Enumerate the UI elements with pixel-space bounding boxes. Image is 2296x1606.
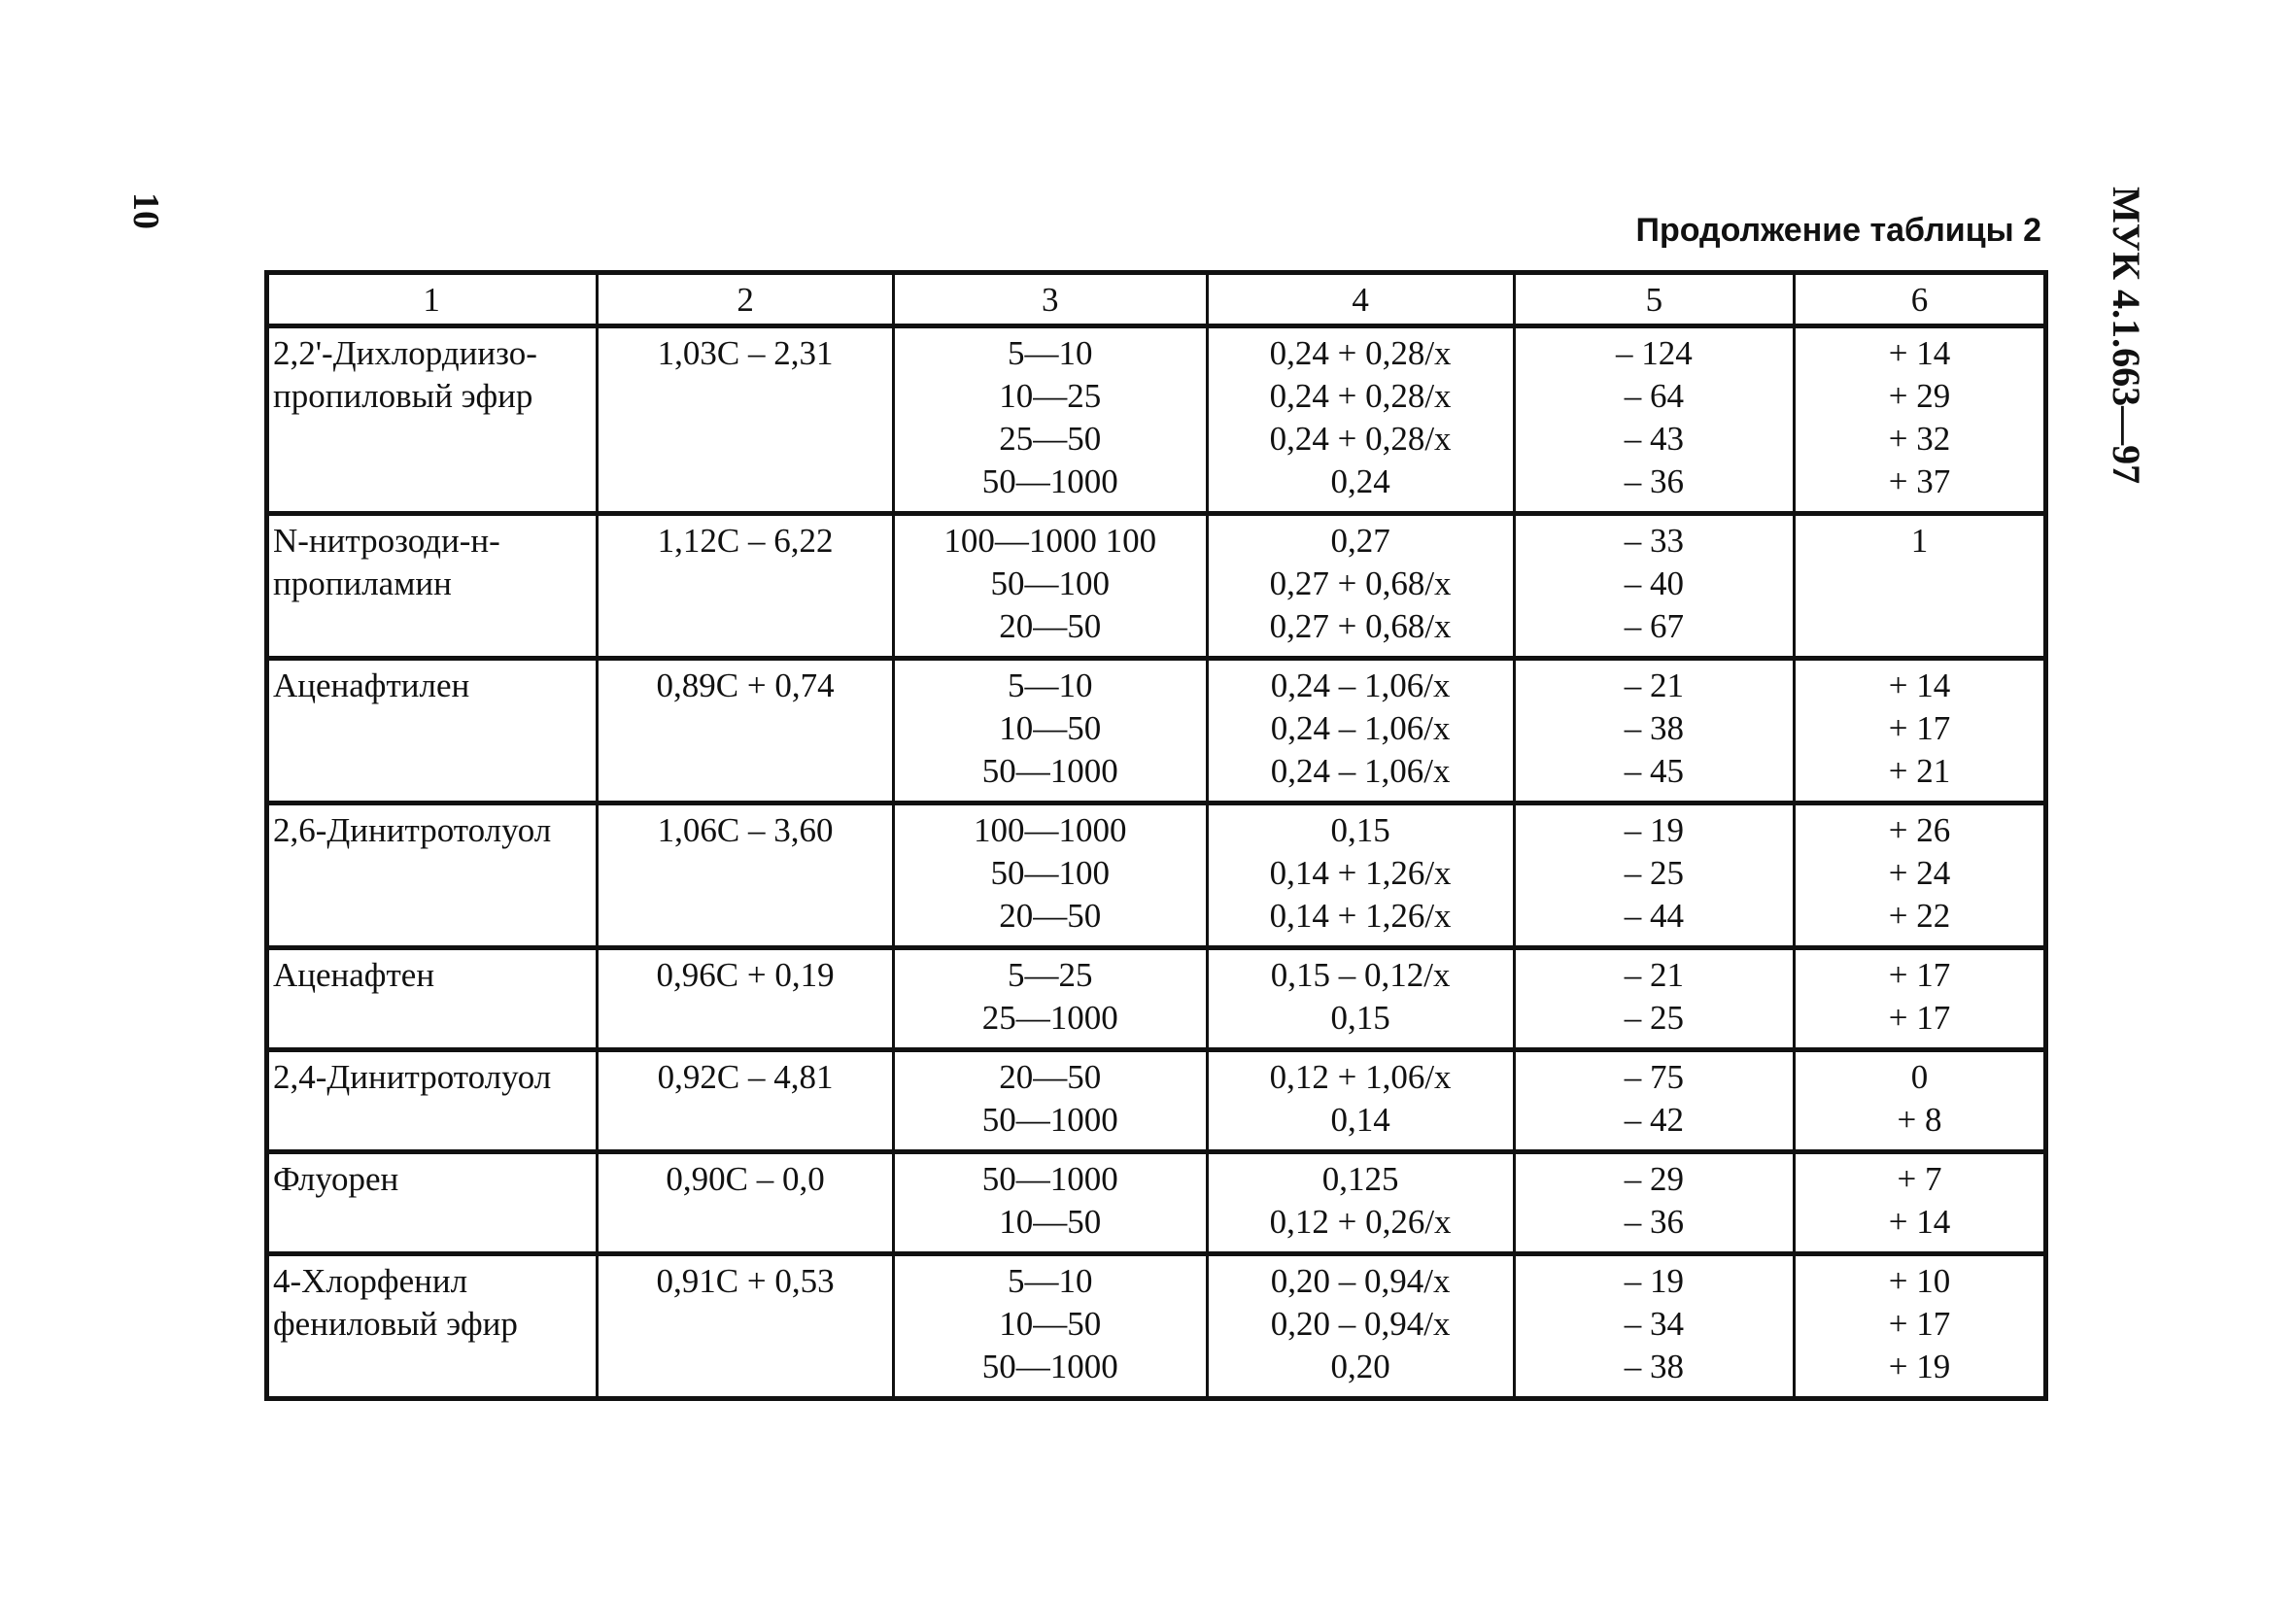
cell-line: – 38: [1624, 709, 1684, 747]
range-cell: [894, 514, 1208, 659]
range-cell: [894, 1050, 1208, 1152]
compound-name-cell: [267, 803, 598, 948]
cell-line: – 34: [1624, 1305, 1684, 1343]
upper-bound-cell: [1795, 1254, 2046, 1399]
cell-line: – 44: [1624, 897, 1684, 935]
deviation-cell: [1207, 326, 1514, 514]
cell-line: + 17: [1888, 709, 1951, 747]
cell-line: 0,91С + 0,53: [656, 1262, 835, 1300]
cell-line: фениловый эфир: [273, 1305, 518, 1343]
cell-line: 50—100: [990, 564, 1111, 602]
cell-line: 50—100: [990, 854, 1111, 892]
column-header-3: 3: [894, 273, 1208, 326]
compound-name-cell: [267, 1152, 598, 1254]
cell-line: 0,15: [1330, 811, 1390, 849]
cell-line: – 33: [1624, 522, 1684, 560]
cell-line: 10—50: [999, 709, 1102, 747]
cell-line: – 19: [1624, 1262, 1684, 1300]
column-header-6: 6: [1795, 273, 2046, 326]
deviation-cell: [1207, 1254, 1514, 1399]
equation-cell: [598, 326, 894, 514]
table-row: [267, 326, 2046, 514]
cell-line: – 67: [1624, 607, 1684, 645]
cell-line: – 45: [1624, 752, 1684, 790]
cell-line: 25—1000: [981, 999, 1118, 1037]
cell-line: + 10: [1888, 1262, 1951, 1300]
column-header-2: 2: [598, 273, 894, 326]
cell-line: 0,20 – 0,94/х: [1270, 1305, 1451, 1343]
cell-line: + 37: [1888, 462, 1951, 500]
lower-bound-cell: [1514, 1254, 1794, 1399]
cell-line: 4-Хлорфенил: [273, 1262, 468, 1300]
upper-bound-cell: [1795, 514, 2046, 659]
cell-line: 2,4-Динитротолуол: [273, 1058, 552, 1096]
cell-line: + 17: [1888, 999, 1951, 1037]
cell-line: 10—25: [999, 377, 1102, 415]
cell-line: 50—1000: [981, 1160, 1118, 1198]
cell-line: 20—50: [999, 897, 1102, 935]
cell-line: 0,27 + 0,68/х: [1269, 607, 1452, 645]
cell-line: + 26: [1888, 811, 1951, 849]
cell-line: 2,6-Динитротолуол: [273, 811, 552, 849]
cell-line: + 7: [1897, 1160, 1942, 1198]
cell-line: – 25: [1624, 854, 1684, 892]
lower-bound-cell: [1514, 1152, 1794, 1254]
cell-line: – 29: [1624, 1160, 1684, 1198]
upper-bound-cell: [1795, 659, 2046, 803]
cell-line: 5—10: [1008, 1262, 1093, 1300]
data-table: [264, 270, 2048, 1401]
cell-line: 0,90С – 0,0: [666, 1160, 825, 1198]
cell-line: 0,24 – 1,06/х: [1270, 752, 1451, 790]
upper-bound-cell: [1795, 1050, 2046, 1152]
table-header: [267, 273, 2046, 326]
cell-line: + 14: [1888, 666, 1951, 704]
upper-bound-cell: [1795, 326, 2046, 514]
cell-line: Аценафтилен: [273, 666, 470, 704]
equation-cell: [598, 948, 894, 1050]
cell-line: – 21: [1624, 666, 1684, 704]
cell-line: – 42: [1624, 1101, 1684, 1139]
cell-line: пропиламин: [273, 564, 452, 602]
compound-name-cell: [267, 1254, 598, 1399]
compound-name-cell: [267, 514, 598, 659]
cell-line: + 32: [1888, 420, 1951, 458]
cell-line: 25—50: [999, 420, 1102, 458]
cell-line: + 19: [1888, 1348, 1951, 1385]
cell-line: + 14: [1888, 334, 1951, 372]
equation-cell: [598, 659, 894, 803]
cell-line: + 24: [1888, 854, 1951, 892]
equation-cell: [598, 1254, 894, 1399]
lower-bound-cell: [1514, 514, 1794, 659]
table-row: [267, 1050, 2046, 1152]
cell-line: + 17: [1888, 956, 1951, 994]
cell-line: 1: [1910, 522, 1929, 560]
cell-line: + 29: [1888, 377, 1951, 415]
table-body: [267, 326, 2046, 1399]
table-row: [267, 514, 2046, 659]
upper-bound-cell: [1795, 1152, 2046, 1254]
cell-line: 0,92С – 4,81: [657, 1058, 834, 1096]
cell-line: Флуорен: [273, 1160, 399, 1198]
equation-cell: [598, 514, 894, 659]
column-header-1: 1: [267, 273, 598, 326]
range-cell: [894, 659, 1208, 803]
cell-line: – 43: [1624, 420, 1684, 458]
lower-bound-cell: [1514, 326, 1794, 514]
cell-line: + 14: [1888, 1203, 1951, 1241]
cell-line: 0: [1910, 1058, 1929, 1096]
cell-line: 0,27: [1330, 522, 1390, 560]
cell-line: 1,06С – 3,60: [657, 811, 834, 849]
cell-line: – 25: [1624, 999, 1684, 1037]
cell-line: – 75: [1624, 1058, 1684, 1096]
cell-line: 0,15: [1330, 999, 1390, 1037]
table-row: [267, 803, 2046, 948]
lower-bound-cell: [1514, 659, 1794, 803]
cell-line: 10—50: [999, 1305, 1102, 1343]
cell-line: 50—1000: [981, 462, 1118, 500]
cell-line: 5—10: [1008, 334, 1093, 372]
cell-line: 0,96С + 0,19: [656, 956, 835, 994]
table-row: [267, 1152, 2046, 1254]
cell-line: 0,14 + 1,26/х: [1269, 854, 1452, 892]
cell-line: Аценафтен: [273, 956, 435, 994]
deviation-cell: [1207, 1152, 1514, 1254]
table-row: [267, 659, 2046, 803]
cell-line: – 21: [1624, 956, 1684, 994]
cell-line: 100—1000 100: [943, 522, 1157, 560]
cell-line: 10—50: [999, 1203, 1102, 1241]
equation-cell: [598, 803, 894, 948]
deviation-cell: [1207, 1050, 1514, 1152]
cell-line: – 38: [1624, 1348, 1684, 1385]
cell-line: 0,24 – 1,06/х: [1270, 666, 1451, 704]
deviation-cell: [1207, 514, 1514, 659]
cell-line: 0,24 – 1,06/х: [1270, 709, 1451, 747]
table-row: [267, 1254, 2046, 1399]
cell-line: пропиловый эфир: [273, 377, 533, 415]
cell-line: 5—10: [1008, 666, 1093, 704]
lower-bound-cell: [1514, 803, 1794, 948]
cell-line: – 124: [1615, 334, 1693, 372]
compound-name-cell: [267, 659, 598, 803]
cell-line: 0,15 – 0,12/х: [1270, 956, 1451, 994]
page-number: 10: [125, 192, 166, 229]
range-cell: [894, 326, 1208, 514]
upper-bound-cell: [1795, 948, 2046, 1050]
cell-line: 0,14 + 1,26/х: [1269, 897, 1452, 935]
table-row: [267, 948, 2046, 1050]
range-cell: [894, 1152, 1208, 1254]
cell-line: – 36: [1624, 462, 1684, 500]
cell-line: 0,27 + 0,68/х: [1269, 564, 1452, 602]
cell-line: + 8: [1897, 1101, 1942, 1139]
cell-line: – 40: [1624, 564, 1684, 602]
cell-line: 50—1000: [981, 752, 1118, 790]
cell-line: – 64: [1624, 377, 1684, 415]
compound-name-cell: [267, 948, 598, 1050]
compound-name-cell: [267, 1050, 598, 1152]
lower-bound-cell: [1514, 1050, 1794, 1152]
cell-line: 0,14: [1330, 1101, 1390, 1139]
equation-cell: [598, 1152, 894, 1254]
range-cell: [894, 803, 1208, 948]
cell-line: 20—50: [999, 607, 1102, 645]
table-caption: Продолжение таблицы 2: [1635, 212, 2041, 249]
cell-line: 1,03С – 2,31: [657, 334, 834, 372]
cell-line: 0,20: [1330, 1348, 1390, 1385]
cell-line: 0,24: [1330, 462, 1390, 500]
compound-name-cell: [267, 326, 598, 514]
column-header-5: 5: [1514, 273, 1794, 326]
cell-line: N-нитрозоди-н-: [273, 522, 500, 560]
cell-line: + 21: [1888, 752, 1951, 790]
cell-line: 5—25: [1008, 956, 1093, 994]
cell-line: 0,12 + 0,26/х: [1269, 1203, 1452, 1241]
deviation-cell: [1207, 948, 1514, 1050]
cell-line: 0,125: [1321, 1160, 1399, 1198]
cell-line: 0,24 + 0,28/х: [1269, 334, 1452, 372]
cell-line: 0,24 + 0,28/х: [1269, 420, 1452, 458]
cell-line: – 36: [1624, 1203, 1684, 1241]
cell-line: + 17: [1888, 1305, 1951, 1343]
cell-line: 0,24 + 0,28/х: [1269, 377, 1452, 415]
cell-line: – 19: [1624, 811, 1684, 849]
column-header-4: 4: [1207, 273, 1514, 326]
deviation-cell: [1207, 803, 1514, 948]
cell-line: 2,2'-Дихлордиизо-: [273, 334, 537, 372]
cell-line: 1,12С – 6,22: [657, 522, 834, 560]
range-cell: [894, 948, 1208, 1050]
header-row: [267, 273, 2046, 326]
equation-cell: [598, 1050, 894, 1152]
cell-line: 0,89С + 0,74: [656, 666, 835, 704]
cell-line: + 22: [1888, 897, 1951, 935]
range-cell: [894, 1254, 1208, 1399]
cell-line: 50—1000: [981, 1348, 1118, 1385]
cell-line: 0,12 + 1,06/х: [1269, 1058, 1452, 1096]
document-code: МУК 4.1.663—97: [2105, 187, 2148, 485]
lower-bound-cell: [1514, 948, 1794, 1050]
cell-line: 20—50: [999, 1058, 1102, 1096]
cell-line: 100—1000: [974, 811, 1127, 849]
cell-line: 50—1000: [981, 1101, 1118, 1139]
upper-bound-cell: [1795, 803, 2046, 948]
cell-line: 0,20 – 0,94/х: [1270, 1262, 1451, 1300]
deviation-cell: [1207, 659, 1514, 803]
